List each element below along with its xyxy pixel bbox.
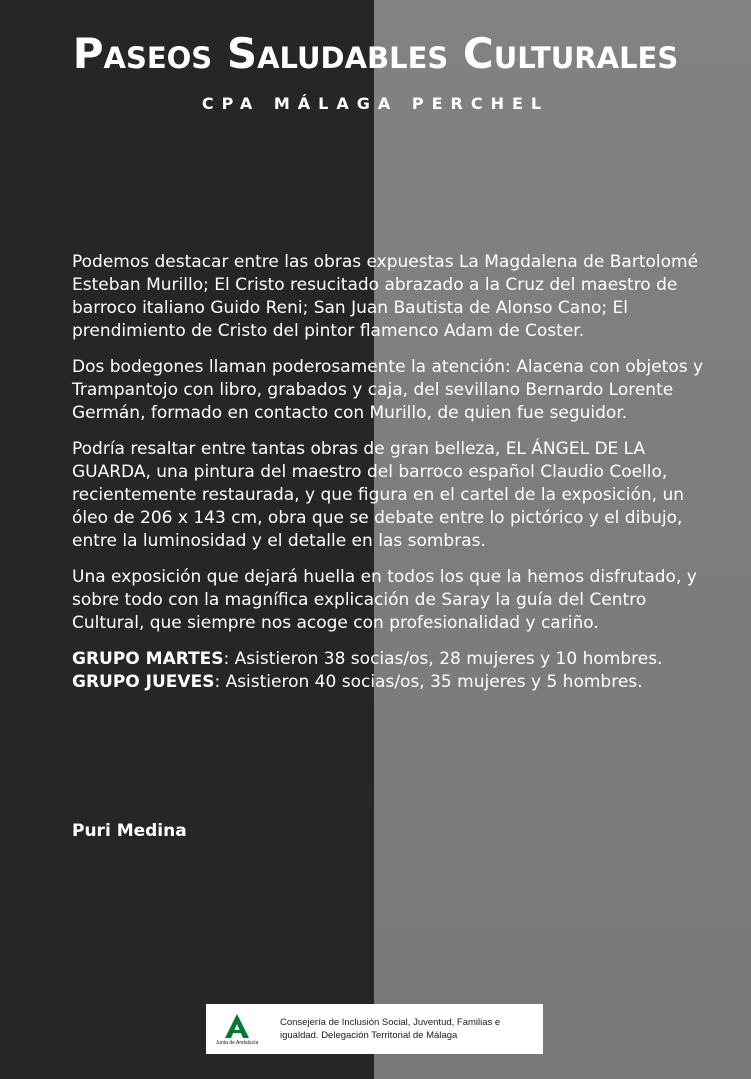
junta-andalucia-logo	[206, 1004, 268, 1054]
page-title: Paseos Saludables Culturales	[72, 29, 679, 78]
paragraph-1: Podemos destacar entre las obras expuestas La Magdalena de Bartolomé Esteban Murillo; El Cristo resucitado abrazado a la Cruz del maestro de barroco italiano Guido Reni; San Juan Bautista de Alonso Cano; El prendimiento de Cristo del pintor flamenco Adam de Coster.	[72, 252, 699, 341]
group-martes-text: : Asistieron 38 socias/os, 28 mujeres y 10 hombres.	[223, 649, 663, 669]
group-jueves-text: : Asistieron 40 socias/os, 35 mujeres y 5 hombres.	[214, 672, 643, 692]
article-body	[72, 251, 712, 694]
group-jueves-label: GRUPO JUEVES	[72, 672, 215, 692]
page-subtitle: CPA MÁLAGA PERCHEL	[201, 94, 550, 113]
group-jueves-line	[72, 671, 712, 694]
banner-text	[268, 1016, 500, 1042]
paragraph-4: Una exposición que dejará huella en todos los que la hemos disfrutado, y sobre todo con la magnífica explicación de Saray la guía del Centro Cultural, que siempre nos acoge con profesionalidad y cariño.	[72, 567, 697, 633]
junta-andalucia-banner	[206, 1004, 543, 1054]
banner-text-line-1: Consejería de Inclusión Social, Juventud, Familias e	[280, 1017, 501, 1028]
logo-caption: Junta de Andalucía	[215, 1039, 259, 1046]
group-martes-line	[72, 648, 712, 671]
author-name: Puri Medina	[72, 821, 187, 841]
banner-text-line-2: igualdad. Delegación Territorial de Málaga	[280, 1030, 458, 1041]
paragraph-2: Dos bodegones llaman poderosamente la atención: Alacena con objetos y Trampantojo con libro, grabados y caja, del sevillano Bernardo Lorente Germán, formado en contacto con Murillo, de quien fue seguidor.	[72, 357, 704, 423]
junta-andalucia-emblem-icon	[224, 1013, 250, 1039]
paragraph-3: Podría resaltar entre tantas obras de gran belleza, EL ÁNGEL DE LA GUARDA, una pintura del maestro del barroco español Claudio Coello, recientemente restaurada, y que figura en el cartel de la exposición, un óleo de 206 x 143 cm, obra que se debate entre lo pictórico y el dibujo, entre la luminosidad y el detalle en las sombras.	[72, 439, 685, 551]
group-martes-label: GRUPO MARTES	[72, 649, 224, 669]
